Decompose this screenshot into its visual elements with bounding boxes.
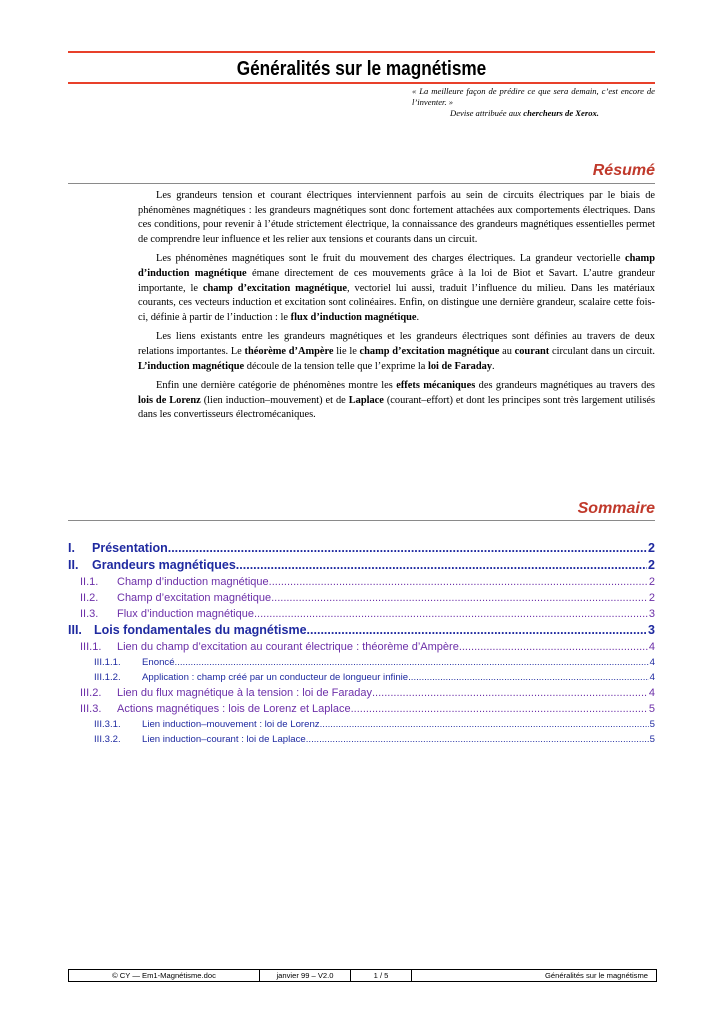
sommaire-heading: Sommaire <box>577 500 655 517</box>
resume-paragraph-4: Enfin une dernière catégorie de phénomènes montre les effets mécaniques des grandeurs magnétiques au travers des lois de Lorenz (lien induction–mouvement) et de Laplace (courant–effort) et dont les principes sont très largement utilisés dans les convertisseurs électromécaniques. <box>138 380 656 421</box>
table-of-contents <box>68 540 655 747</box>
toc-entry[interactable]: II. Grandeurs magnétiques ..... 2 <box>68 557 655 574</box>
resume-paragraph-2: Les phénomènes magnétiques sont le fruit du mouvement des charges électriques. La grandeur vectorielle champ d’induction magnétique émane directement de ces mouvements grâce à la loi de Biot et Savart. L’autre grandeur importante, le champ d’excitation magnétique, vectoriel lui aussi, traduit l’influence du milieu. Dans les matériaux courants, ces vecteurs induction et excitation sont colinéaires. Enfin, on distingue une dernière grandeur, scalaire cette fois-ci, définie à partir de l’induction : le flux d’induction magnétique. <box>138 253 655 323</box>
header-top-rule <box>68 51 655 53</box>
toc-entry[interactable]: III.1. Lien du champ d’excitation au courant électrique : théorème d’Ampère ..... 4 <box>68 639 655 655</box>
header-bottom-rule <box>68 82 655 84</box>
epigraph-attribution: Devise attribuée aux chercheurs de Xerox. <box>450 108 599 118</box>
toc-entry[interactable]: II.2. Champ d’excitation magnétique ..... 2 <box>68 590 655 606</box>
toc-entry[interactable]: III. Lois fondamentales du magnétisme ..... 3 <box>68 622 655 639</box>
toc-entry[interactable]: II.1. Champ d’induction magnétique ..... 2 <box>68 574 655 590</box>
epigraph <box>412 86 655 119</box>
toc-entry[interactable]: III.3.2. Lien induction–courant : loi de Laplace ..... 5 <box>68 732 655 747</box>
toc-entry[interactable]: II.3. Flux d’induction magnétique ..... 3 <box>68 606 655 622</box>
epigraph-quote: « La meilleure façon de prédire ce que sera demain, c’est encore de l’inventer. » <box>412 86 655 107</box>
toc-entry[interactable]: III.2. Lien du flux magnétique à la tension : loi de Faraday ..... 4 <box>68 685 655 701</box>
footer-date: janvier 99 – V2.0 <box>260 970 351 981</box>
toc-entry[interactable]: I. Présentation ..... 2 <box>68 540 655 557</box>
resume-paragraph-1: Les grandeurs tension et courant électriques interviennent parfois au sein de circuits électriques par le biais de phénomènes magnétiques : les grandeurs magnétiques sont donc fortement attachées aux comportements électriques. Dans ces conditions, pour revenir à l’étude strictement électrique, la connaissance des grandeurs magnétiques essentielles permet de comprendre leur influence et les relier aux tensions et courants dans un circuit. <box>138 190 655 245</box>
toc-entry[interactable]: III.3.1. Lien induction–mouvement : loi de Lorenz ..... 5 <box>68 717 655 732</box>
toc-entry[interactable]: III.1.2. Application : champ créé par un conducteur de longueur infinie ..... 4 <box>68 670 655 685</box>
sommaire-rule <box>68 520 655 521</box>
footer-page-number: 1 / 5 <box>351 970 412 981</box>
resume-heading: Résumé <box>592 162 655 179</box>
toc-entry[interactable]: III.3. Actions magnétiques : lois de Lorenz et Laplace ..... 5 <box>68 701 655 717</box>
page-footer <box>68 969 657 982</box>
page-title: Généralités sur le magnétisme <box>236 58 487 80</box>
footer-file: © CY — Em1-Magnétisme.doc <box>69 970 260 981</box>
resume-paragraph-3: Les liens existants entre les grandeurs magnétiques et les grandeurs électriques sont définies au travers de deux relations importantes. Le théorème d’Ampère lie le champ d’excitation magnétique au courant circulant dans un circuit. L’induction magnétique découle de la tension telle que l’exprime la loi de Faraday. <box>138 331 655 372</box>
resume-body <box>138 189 655 428</box>
resume-rule <box>68 183 655 184</box>
footer-title: Généralités sur le magnétisme <box>545 971 648 980</box>
toc-entry[interactable]: III.1.1. Enoncé ..... 4 <box>68 655 655 670</box>
